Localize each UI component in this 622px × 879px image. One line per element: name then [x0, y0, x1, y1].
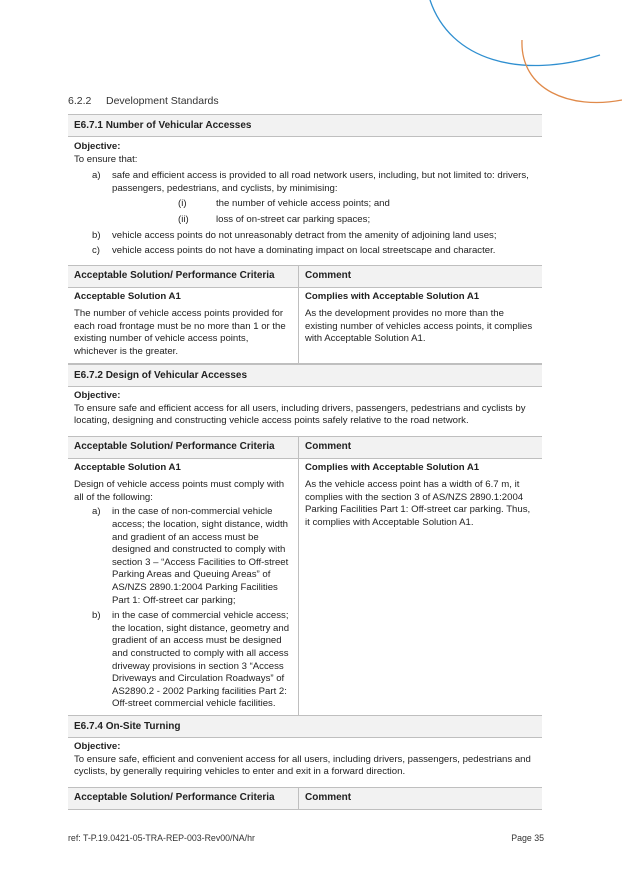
- acceptable-solution-title: Acceptable Solution A1: [74, 461, 181, 473]
- section-heading: [68, 95, 219, 107]
- table-e674: [68, 787, 542, 810]
- objective-label: Objective:: [74, 741, 121, 752]
- comment-text: As the development provides no more than the existing number of vehicles access points, it complies with Acceptable Solution A1.: [305, 308, 533, 345]
- header-e674: E6.7.4 On-Site Turning: [68, 715, 542, 738]
- objective-text: To ensure safe, efficient and convenient access for all users, including drivers, passengers, pedestrians and cyclists, by generally requiring vehicles to enter and exit in a forward direction.: [74, 753, 531, 778]
- list-item: b) in the case of commercial vehicle access; the location, sight distance, geometry and gradient of an access must be designed and constructed to comply with all access driveway provisions in section 3 “Access Driveways and Circulation Roadways” of AS2890.2 - 2002 Parking facilities Part 2: Off-street commercial vehicle facilities.: [92, 610, 290, 710]
- objective-e674: [68, 741, 542, 779]
- table-row: [68, 458, 542, 718]
- list-item: a) in the case of non-commercial vehicle access; the location, sight distance, width and gradient of an access must be designed and constructed to comply with section 3 – “Access Facilities to Off-street Parking Areas and Queuing Areas” of AS/NZS 2890.1:2004 Parking Facilities Part 1: Off-street car parking;: [92, 506, 289, 606]
- section-title: Development Standards: [106, 95, 219, 107]
- list-item: c) vehicle access points do not have a dominating impact on local streetscape and character.: [92, 245, 496, 257]
- column-header-comment: Comment: [299, 437, 543, 459]
- sub-list-item: (i) the number of vehicle access points; and: [178, 198, 390, 210]
- objective-e672: [68, 390, 542, 428]
- blue-arc: [430, 0, 600, 66]
- page-number: Page 35: [511, 833, 544, 843]
- footer-reference: ref: T-P.19.0421-05-TRA-REP-003-Rev00/NA/hr: [68, 833, 255, 843]
- acceptable-solution-title: Acceptable Solution A1: [74, 290, 181, 302]
- table-e671: [68, 265, 542, 364]
- column-header-criteria: Acceptable Solution/ Performance Criteria: [68, 788, 299, 810]
- table-row: [68, 287, 542, 363]
- sub-list-item: (ii) loss of on-street car parking spaces;: [178, 213, 371, 225]
- acceptable-solution-text: Design of vehicle access points must comply with all of the following:: [74, 479, 285, 503]
- section-number: 6.2.2: [68, 95, 92, 107]
- column-header-criteria: Acceptable Solution/ Performance Criteria: [68, 437, 299, 459]
- list-item: b) vehicle access points do not unreasonably detract from the amenity of adjoining land uses;: [92, 229, 497, 241]
- column-header-criteria: Acceptable Solution/ Performance Criteria: [68, 266, 299, 288]
- column-header-comment: Comment: [299, 788, 543, 810]
- objective-e671: [68, 141, 542, 258]
- column-header-comment: Comment: [299, 266, 543, 288]
- list-item: a) safe and efficient access is provided to all road network users, including, but not limited to: drivers, passengers, pedestrians, and cyclists, by minimising:: [92, 170, 529, 194]
- acceptable-solution-text: The number of vehicle access points provided for each road frontage must be no more than 1 or the existing number of vehicle access points, whichever is the greater.: [74, 308, 286, 357]
- orange-arc: [522, 40, 622, 103]
- objective-text: To ensure safe and efficient access for all users, including drivers, passengers, pedestrians and cyclists by locating, designing and constructing vehicle access points safely relative to the road network.: [74, 402, 526, 427]
- comment-text: As the vehicle access point has a width of 6.7 m, it complies with the section 3 of AS/NZS 2890.1:2004 Parking Facilities Part 1: Off-street car parking. Thus, it complies with Acceptable Solution A1.: [305, 479, 531, 528]
- header-e671: E6.7.1 Number of Vehicular Accesses: [68, 114, 542, 137]
- corner-decoration: [0, 0, 622, 110]
- objective-label: Objective:: [74, 141, 121, 152]
- comment-title: Complies with Acceptable Solution A1: [305, 290, 480, 302]
- header-e672: E6.7.2 Design of Vehicular Accesses: [68, 364, 542, 387]
- objective-intro: To ensure that:: [74, 153, 138, 165]
- objective-label: Objective:: [74, 390, 121, 401]
- comment-title: Complies with Acceptable Solution A1: [305, 461, 480, 473]
- table-e672: [68, 436, 542, 719]
